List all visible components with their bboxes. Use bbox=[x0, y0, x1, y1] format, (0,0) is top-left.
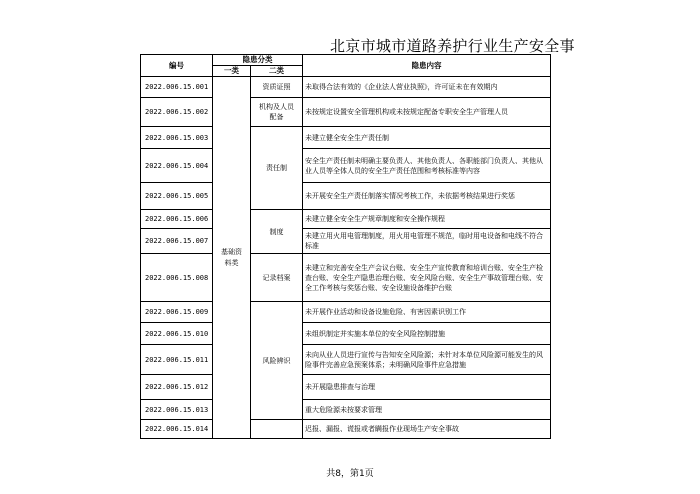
header-category: 隐患分类 bbox=[213, 55, 303, 66]
row-code: 2022.006.15.002 bbox=[141, 98, 213, 127]
row-code: 2022.006.15.004 bbox=[141, 149, 213, 183]
row-code: 2022.006.15.005 bbox=[141, 183, 213, 210]
row-content: 未取得合法有效的《企业法人营业执照》，许可证未在有效期内 bbox=[303, 77, 551, 98]
group-system: 制度 bbox=[251, 210, 303, 254]
row-content: 迟报、漏报、谎报或者瞒报作业现场生产安全事故 bbox=[303, 420, 551, 439]
group-records: 记录档案 bbox=[251, 254, 303, 302]
row-code: 2022.006.15.006 bbox=[141, 210, 213, 229]
row-content: 未向从业人员进行宣传与告知安全风险源；未针对本单位风险源可能发生的风险事件完善应急预案体系；未明确风险事件应急措施 bbox=[303, 345, 551, 375]
row-code: 2022.006.15.011 bbox=[141, 345, 213, 375]
row-content: 未开展作业活动和设备设施危险、有害因素识别工作 bbox=[303, 302, 551, 323]
row-code: 2022.006.15.008 bbox=[141, 254, 213, 302]
row-content: 未组织制定并实施本单位的安全风险控制措施 bbox=[303, 323, 551, 345]
header-level1: 一类 bbox=[213, 66, 251, 77]
row-code: 2022.006.15.009 bbox=[141, 302, 213, 323]
header-level2: 二类 bbox=[251, 66, 303, 77]
row-content: 重大危险源未按要求管理 bbox=[303, 400, 551, 420]
row-code: 2022.006.15.003 bbox=[141, 127, 213, 149]
row-content: 未建立健全安全生产规章制度和安全操作规程 bbox=[303, 210, 551, 229]
header-code: 编号 bbox=[141, 55, 213, 77]
group-risk: 风险辨识 bbox=[251, 302, 303, 420]
row-content: 未建立和完善安全生产会议台账、安全生产宣传教育和培训台账、安全生产检查台账、安全生产隐患治理台账、安全风险台账、安全生产事故管理台账、安全工作考核与奖惩台账、安全设施设备维护台账 bbox=[303, 254, 551, 302]
row-code: 2022.006.15.001 bbox=[141, 77, 213, 98]
row-content: 未开展隐患排查与治理 bbox=[303, 375, 551, 400]
row-code: 2022.006.15.014 bbox=[141, 420, 213, 439]
row-content: 未开展安全生产责任制落实情况考核工作，未依据考核结果进行奖惩 bbox=[303, 183, 551, 210]
row-code: 2022.006.15.013 bbox=[141, 400, 213, 420]
group-continued bbox=[251, 420, 303, 439]
row-content: 未建立用火用电管理制度，用火用电管理不规范，临时用电设备和电线不符合标准 bbox=[303, 229, 551, 254]
category-level1: 基础资料类 bbox=[213, 77, 251, 439]
row-content: 安全生产责任制未明确主要负责人、其他负责人、各职能部门负责人、其他从业人员等全体人员的安全生产责任范围和考核标准等内容 bbox=[303, 149, 551, 183]
group-responsibility: 责任制 bbox=[251, 127, 303, 210]
page-footer: 共8，第1页 bbox=[326, 469, 374, 479]
group-institution: 机构及人员配备 bbox=[251, 98, 303, 127]
hazard-table bbox=[140, 54, 551, 439]
row-code: 2022.006.15.010 bbox=[141, 323, 213, 345]
row-code: 2022.006.15.012 bbox=[141, 375, 213, 400]
group-qualification: 资质证照 bbox=[251, 77, 303, 98]
row-content: 未按规定设置安全管理机构或未按规定配备专职安全生产管理人员 bbox=[303, 98, 551, 127]
row-content: 未建立健全安全生产责任制 bbox=[303, 127, 551, 149]
row-code: 2022.006.15.007 bbox=[141, 229, 213, 254]
page-title: 北京市城市道路养护行业生产安全事 bbox=[330, 37, 575, 55]
header-content: 隐患内容 bbox=[303, 55, 551, 77]
